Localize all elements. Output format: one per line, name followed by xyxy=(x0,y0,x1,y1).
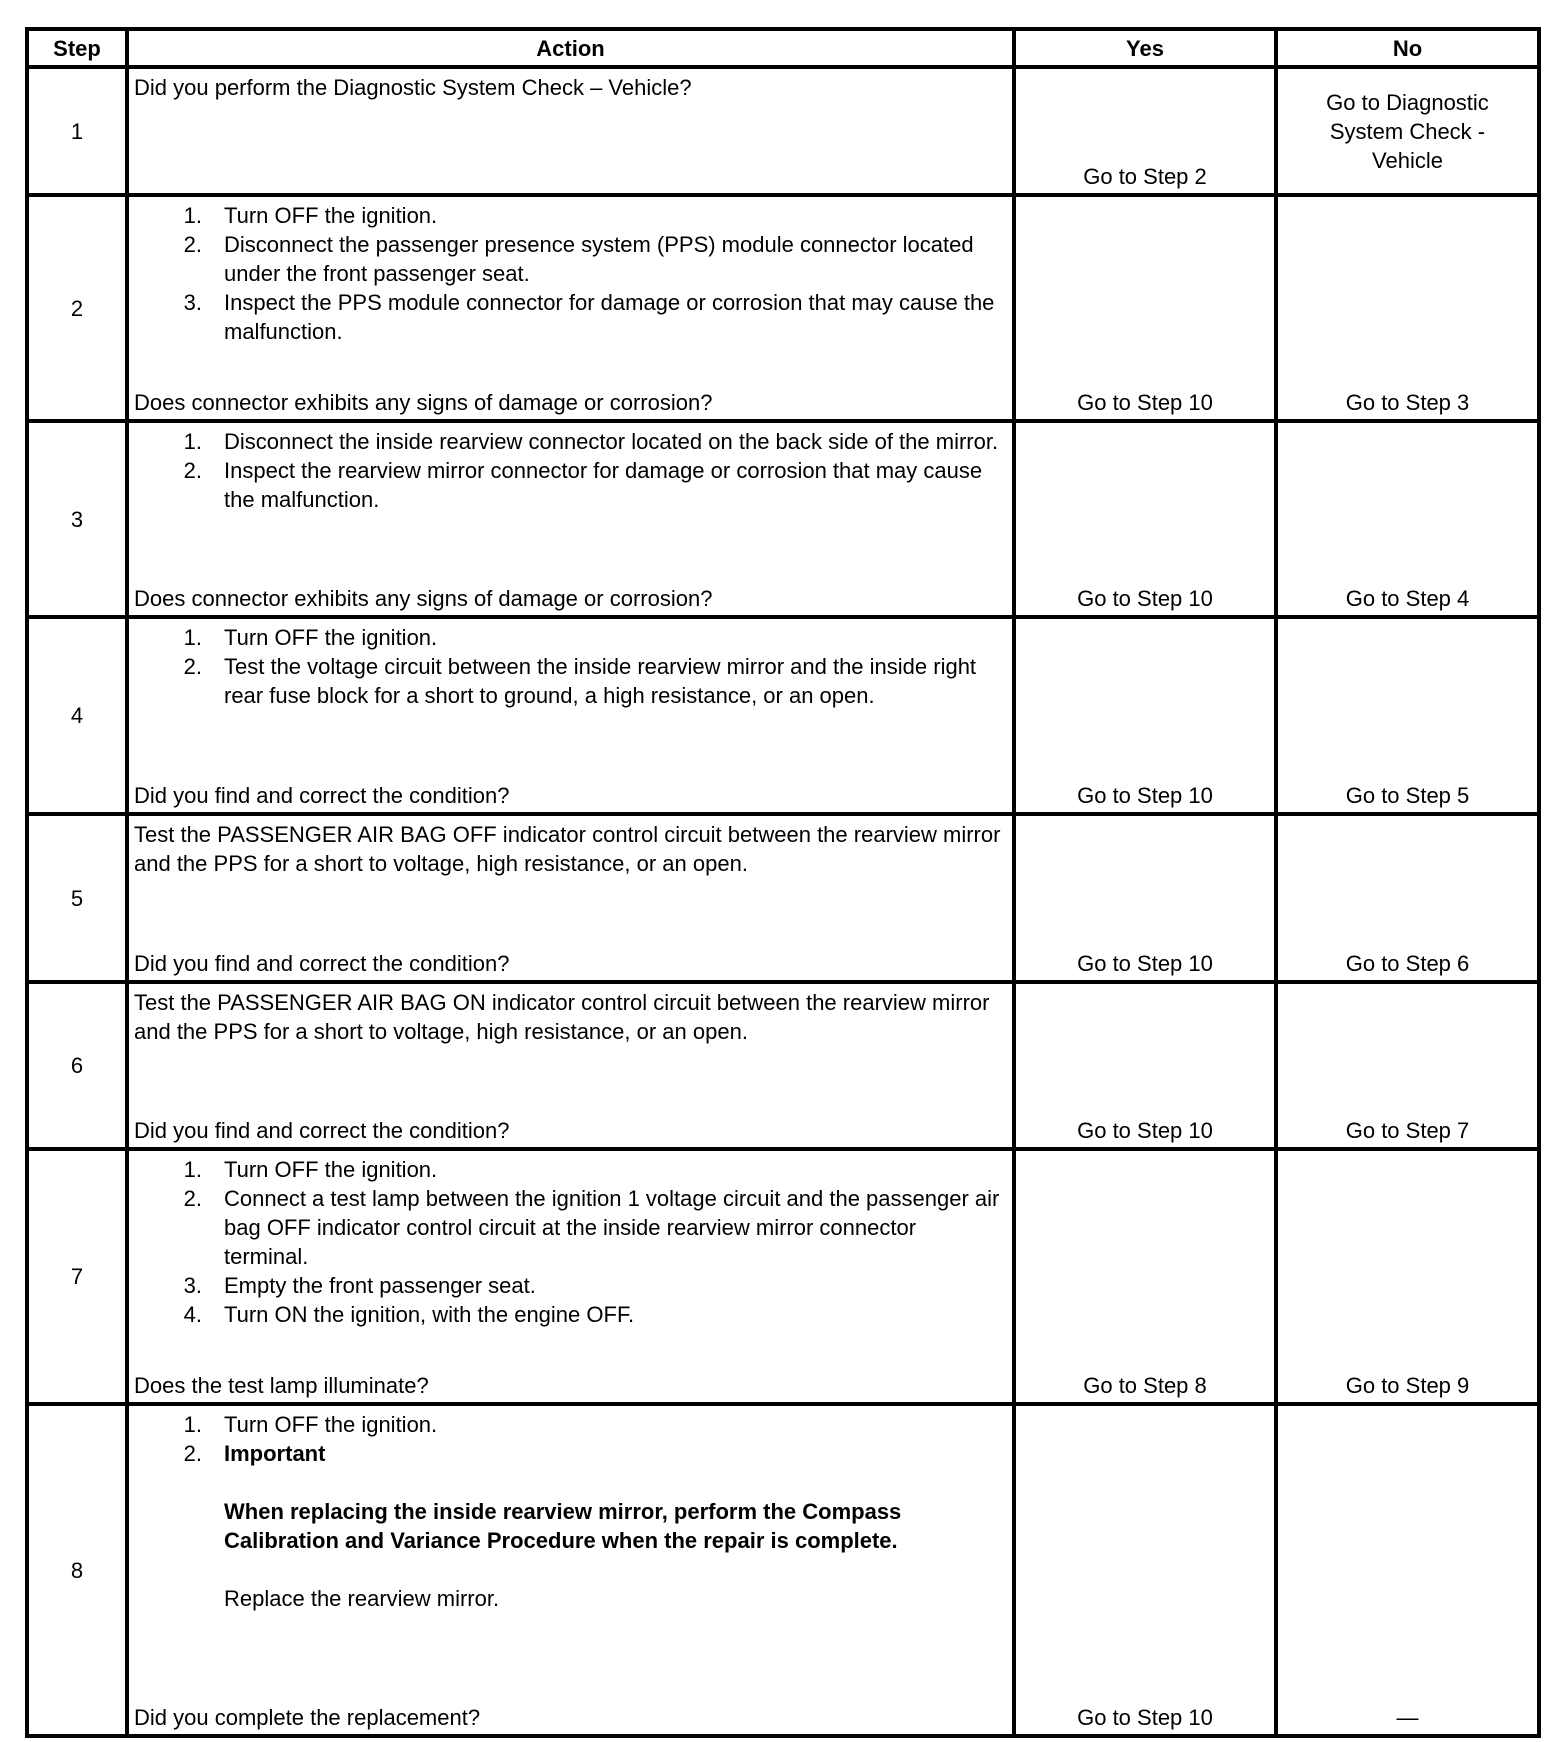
action-question: Did you find and correct the condition? xyxy=(134,783,510,808)
item-number: 1. xyxy=(183,625,202,650)
table-row xyxy=(27,617,1539,814)
list-item xyxy=(134,288,1006,346)
no-result: Go to Step 9 xyxy=(1276,1149,1539,1404)
item-text: Turn OFF the ignition. xyxy=(224,203,438,228)
item-text: Turn OFF the ignition. xyxy=(224,625,438,650)
yes-result: Go to Step 10 xyxy=(1014,617,1276,814)
item-number: 2. xyxy=(183,1186,202,1211)
action-question: Does the test lamp illuminate? xyxy=(134,1373,429,1398)
item-text: Turn OFF the ignition. xyxy=(224,1157,438,1182)
table-row xyxy=(27,195,1539,421)
item-text: Disconnect the passenger presence system (PPS) module connector located under the front passenger seat. xyxy=(224,232,974,286)
action-question: Did you complete the replacement? xyxy=(134,1705,481,1730)
yes-result: Go to Step 8 xyxy=(1014,1149,1276,1404)
action-list xyxy=(134,201,1006,346)
item-number: 4. xyxy=(183,1302,202,1327)
item-text: Test the voltage circuit between the inside rearview mirror and the inside right rear fuse block for a short to ground, a high resistance, or an open. xyxy=(224,654,977,708)
list-item xyxy=(134,456,1006,514)
no-result: Go to Step 6 xyxy=(1276,814,1539,982)
list-item xyxy=(134,1155,1006,1184)
no-result: Go to Step 3 xyxy=(1276,195,1539,421)
yes-result: Go to Step 2 xyxy=(1014,67,1276,195)
header-row xyxy=(27,29,1539,67)
item-number: 2. xyxy=(183,1441,202,1466)
step-number: 8 xyxy=(27,1404,127,1736)
list-item xyxy=(134,652,1006,710)
no-result: Go to Diagnostic System Check - Vehicle xyxy=(1276,67,1539,195)
yes-result: Go to Step 10 xyxy=(1014,195,1276,421)
step-number: 6 xyxy=(27,982,127,1149)
yes-result: Go to Step 10 xyxy=(1014,814,1276,982)
action-list xyxy=(134,427,1006,514)
item-text: Empty the front passenger seat. xyxy=(224,1273,536,1298)
important-label: Important xyxy=(224,1441,326,1466)
item-text: Turn ON the ignition, with the engine OFF. xyxy=(224,1302,635,1327)
no-result: Go to Step 4 xyxy=(1276,421,1539,617)
no-result: Go to Step 7 xyxy=(1276,982,1539,1149)
step-number: 3 xyxy=(27,421,127,617)
replace-instruction: Replace the rearview mirror. xyxy=(224,1586,500,1611)
action-question: Does connector exhibits any signs of damage or corrosion? xyxy=(134,390,713,415)
diagnostic-table xyxy=(25,27,1541,1738)
list-item xyxy=(134,1410,1006,1439)
yes-result: Go to Step 10 xyxy=(1014,421,1276,617)
action-list xyxy=(134,623,1006,710)
action-cell xyxy=(127,195,1014,421)
action-cell xyxy=(127,1404,1014,1736)
header-no: No xyxy=(1276,29,1539,67)
action-cell xyxy=(127,1149,1014,1404)
item-number: 2. xyxy=(183,232,202,257)
action-cell xyxy=(127,421,1014,617)
item-text: Disconnect the inside rearview connector located on the back side of the mirror. xyxy=(224,429,999,454)
step-number: 7 xyxy=(27,1149,127,1404)
list-item xyxy=(134,623,1006,652)
item-text: Inspect the rearview mirror connector for damage or corrosion that may cause the malfunction. xyxy=(224,458,983,512)
item-number: 1. xyxy=(183,203,202,228)
item-text: Inspect the PPS module connector for damage or corrosion that may cause the malfunction. xyxy=(224,290,995,344)
action-cell xyxy=(127,814,1014,982)
action-text: Did you perform the Diagnostic System Check – Vehicle? xyxy=(127,67,1014,195)
list-item xyxy=(134,427,1006,456)
item-number: 3. xyxy=(183,290,202,315)
table-row xyxy=(27,67,1539,195)
list-item xyxy=(134,1271,1006,1300)
item-number: 3. xyxy=(183,1273,202,1298)
item-number: 1. xyxy=(183,1412,202,1437)
yes-result: Go to Step 10 xyxy=(1014,1404,1276,1736)
item-number: 1. xyxy=(183,1157,202,1182)
step-number: 1 xyxy=(27,67,127,195)
table-row xyxy=(27,1149,1539,1404)
action-text: Test the PASSENGER AIR BAG OFF indicator control circuit between the rearview mirror and the PPS for a short to voltage, high resistance, or an open. xyxy=(134,822,1001,876)
step-number: 2 xyxy=(27,195,127,421)
action-question: Does connector exhibits any signs of damage or corrosion? xyxy=(134,586,713,611)
table-row xyxy=(27,1404,1539,1736)
action-question: Did you find and correct the condition? xyxy=(134,1118,510,1143)
item-number: 1. xyxy=(183,429,202,454)
table-row xyxy=(27,814,1539,982)
table-row xyxy=(27,421,1539,617)
action-text: Test the PASSENGER AIR BAG ON indicator control circuit between the rearview mirror and the PPS for a short to voltage, high resistance, or an open. xyxy=(134,990,990,1044)
action-question: Did you find and correct the condition? xyxy=(134,951,510,976)
list-item xyxy=(134,1184,1006,1271)
step-number: 4 xyxy=(27,617,127,814)
no-result: Go to Step 5 xyxy=(1276,617,1539,814)
list-item xyxy=(134,1300,1006,1329)
action-cell xyxy=(127,982,1014,1149)
action-list xyxy=(134,1410,1006,1468)
header-step: Step xyxy=(27,29,127,67)
header-action: Action xyxy=(127,29,1014,67)
important-note: When replacing the inside rearview mirror, perform the Compass Calibration and Variance Procedure when the repair is complete. xyxy=(224,1499,902,1553)
table-row xyxy=(27,982,1539,1149)
step-number: 5 xyxy=(27,814,127,982)
item-text: Connect a test lamp between the ignition 1 voltage circuit and the passenger air bag OFF indicator control circuit at the inside rearview mirror connector terminal. xyxy=(224,1186,1000,1269)
action-list xyxy=(134,1155,1006,1329)
no-result: — xyxy=(1276,1404,1539,1736)
item-number: 2. xyxy=(183,654,202,679)
item-text: Turn OFF the ignition. xyxy=(224,1412,438,1437)
header-yes: Yes xyxy=(1014,29,1276,67)
list-item xyxy=(134,230,1006,288)
list-item xyxy=(134,1439,1006,1468)
item-number: 2. xyxy=(183,458,202,483)
action-cell xyxy=(127,617,1014,814)
list-item xyxy=(134,201,1006,230)
yes-result: Go to Step 10 xyxy=(1014,982,1276,1149)
